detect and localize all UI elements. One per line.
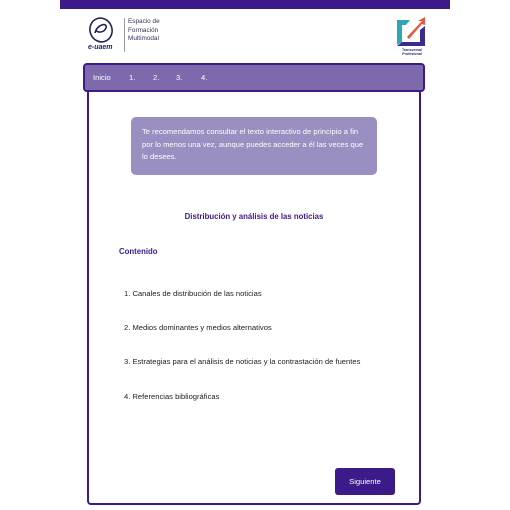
e-uaem-wordmark: e-uaem xyxy=(88,44,113,51)
logo-divider xyxy=(124,18,125,52)
nav-item-3[interactable]: 3. xyxy=(176,73,183,82)
content-list-item: 4. Referencias bibliográficas xyxy=(124,392,220,401)
nav-bar xyxy=(83,63,425,92)
content-list-item: 2. Medios dominantes y medios alternativos xyxy=(124,323,272,332)
logo-caption-line: Profesional xyxy=(402,52,422,56)
transversal-logo xyxy=(394,16,428,56)
logo-caption-line: Multimodal xyxy=(128,35,159,42)
page-title: Distribución y análisis de las noticias xyxy=(184,212,324,221)
next-button[interactable]: Siguiente xyxy=(335,468,395,495)
transversal-emblem-icon xyxy=(394,16,428,48)
nav-item-inicio[interactable]: Inicio xyxy=(93,73,111,82)
logo-caption-line: Transversal xyxy=(402,48,422,52)
nav-item-4[interactable]: 4. xyxy=(201,73,208,82)
logo-caption-line: Formación xyxy=(128,26,159,34)
nav-item-2[interactable]: 2. xyxy=(153,73,160,82)
notice-box: Te recomendamos consultar el texto interactivo de principio a fin por lo menos una vez, aunque puedes acceder a él las veces que lo desees. xyxy=(131,117,377,175)
e-uaem-logo xyxy=(86,16,166,54)
content-list-item: 1. Canales de distribución de las noticias xyxy=(124,289,262,298)
transversal-caption xyxy=(392,48,432,56)
section-heading: Contenido xyxy=(119,247,158,256)
top-accent-bar xyxy=(60,0,450,9)
logo-caption-line: Espacio de xyxy=(128,18,160,25)
nav-item-1[interactable]: 1. xyxy=(129,73,136,82)
logo-caption xyxy=(128,18,178,44)
content-list-item: 3. Estrategias para el análisis de noticias y la contrastación de fuentes xyxy=(124,357,361,366)
